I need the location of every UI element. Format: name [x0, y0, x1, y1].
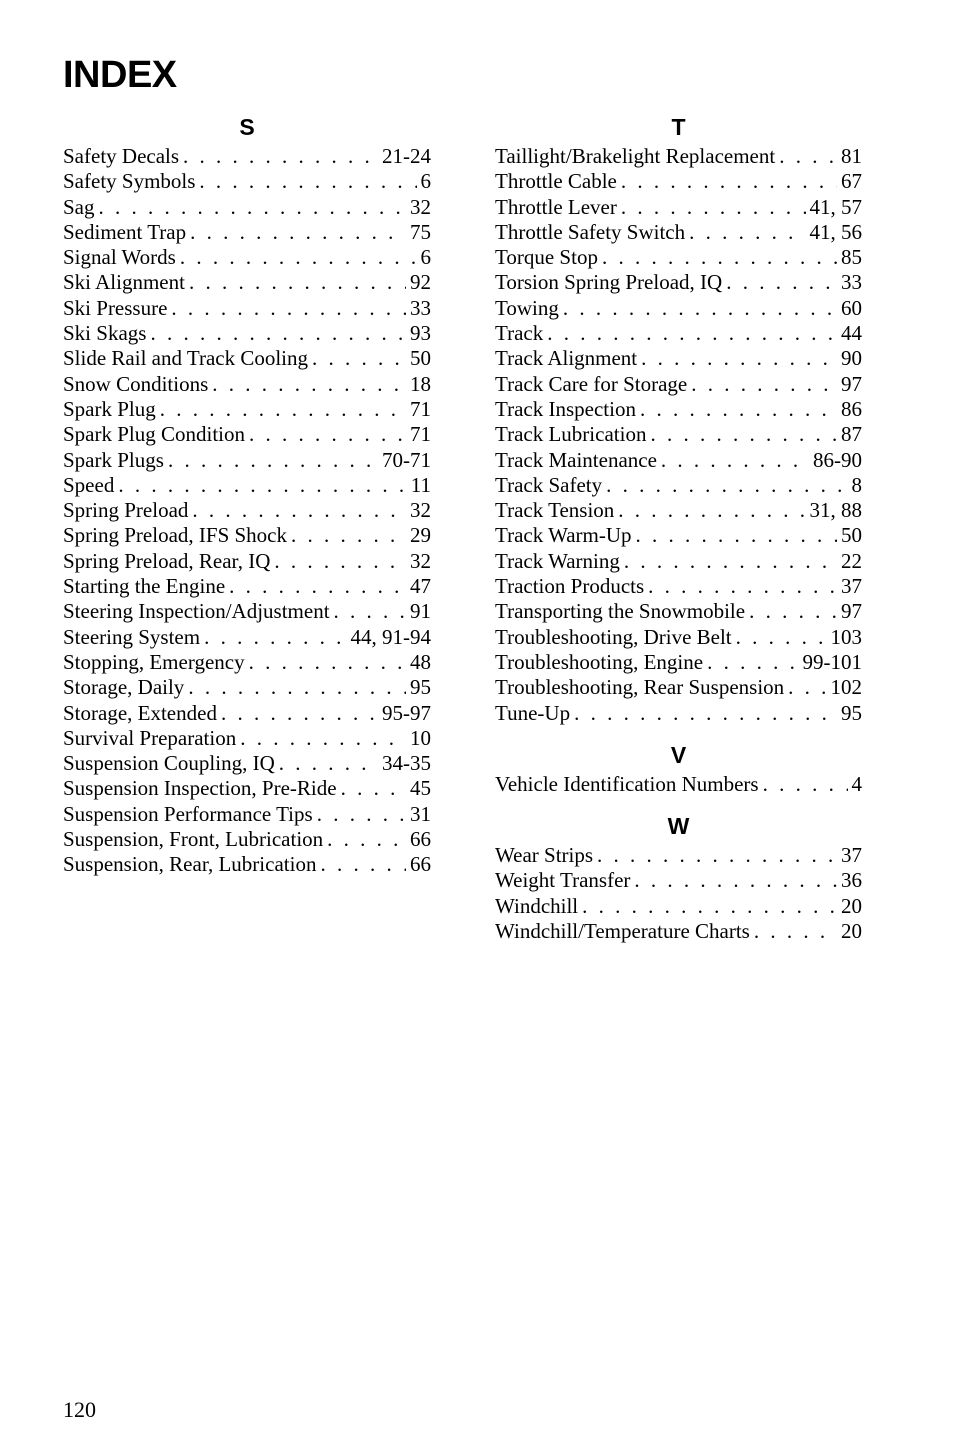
index-entry	[495, 523, 862, 548]
dot-leader	[168, 448, 378, 473]
index-entry	[495, 220, 862, 245]
dot-leader	[317, 802, 406, 827]
dot-leader	[160, 397, 406, 422]
dot-leader	[212, 372, 406, 397]
index-term: Suspension Inspection, Pre-Ride	[63, 776, 337, 801]
dot-leader	[634, 868, 837, 893]
index-term: Wear Strips	[495, 843, 594, 868]
index-page-ref: 102	[830, 675, 862, 700]
index-entry	[495, 675, 862, 700]
index-term: Track Maintenance	[495, 447, 657, 472]
index-term: Ski Alignment	[63, 270, 185, 295]
index-page-ref: 32	[410, 194, 431, 219]
index-entry	[495, 321, 862, 346]
index-term: Tune-Up	[495, 700, 571, 725]
index-term: Spring Preload, IFS Shock	[63, 523, 288, 548]
index-page-ref: 66	[410, 852, 431, 877]
index-page-ref: 10	[410, 725, 431, 750]
index-page-ref: 91	[410, 599, 431, 624]
index-term: Suspension Coupling, IQ	[63, 751, 275, 776]
index-term: Taillight/Brakelight Replacement	[495, 144, 776, 168]
index-term: Suspension, Front, Lubrication	[63, 827, 324, 852]
index-page-ref: 8	[851, 472, 862, 497]
index-term: Transporting the Snowmobile	[495, 599, 746, 624]
index-entry	[63, 726, 431, 751]
index-page-ref: 22	[841, 548, 862, 573]
index-term: Spark Plugs	[63, 447, 164, 472]
index-entry	[495, 868, 862, 893]
index-page-ref: 37	[841, 843, 862, 868]
index-term: Survival Preparation	[63, 725, 237, 750]
index-page-ref: 70-71	[382, 447, 431, 472]
index-page-ref: 41, 57	[809, 194, 862, 219]
index-entry	[495, 549, 862, 574]
index-term: Windchill	[495, 893, 579, 918]
dot-leader	[249, 422, 406, 447]
index-page-ref: 48	[410, 649, 431, 674]
dot-leader	[754, 919, 837, 944]
index-term: Ski Skags	[63, 321, 147, 346]
index-column-right	[495, 110, 862, 944]
index-entry	[63, 270, 431, 295]
index-page-ref: 50	[841, 523, 862, 548]
index-term: Spark Plug	[63, 396, 156, 421]
index-term: Suspension Performance Tips	[63, 801, 313, 826]
dot-leader	[597, 843, 837, 868]
index-entry	[495, 346, 862, 371]
dot-leader	[726, 270, 837, 295]
dot-leader	[621, 195, 806, 220]
index-term: Troubleshooting, Engine	[495, 649, 704, 674]
index-term: Vehicle Identification Numbers	[495, 771, 759, 796]
index-page-ref: 99-101	[802, 649, 862, 674]
index-term: Snow Conditions	[63, 371, 209, 396]
index-term: Torsion Spring Preload, IQ	[495, 270, 723, 295]
index-entry	[63, 372, 431, 397]
index-term: Sediment Trap	[63, 219, 187, 244]
index-entry	[495, 650, 862, 675]
index-entry	[495, 473, 862, 498]
index-entry	[63, 549, 431, 574]
index-page-ref: 34-35	[382, 751, 431, 776]
index-page-ref: 37	[841, 574, 862, 599]
dot-leader	[707, 650, 798, 675]
index-term: Spring Preload	[63, 498, 189, 523]
index-entry	[63, 802, 431, 827]
index-entry	[63, 321, 431, 346]
index-term: Storage, Daily	[63, 675, 185, 700]
dot-leader	[641, 346, 837, 371]
dot-leader	[279, 751, 378, 776]
dot-leader	[312, 346, 406, 371]
index-term: Throttle Safety Switch	[495, 219, 686, 244]
index-entry	[63, 827, 431, 852]
index-term: Slide Rail and Track Cooling	[63, 346, 309, 371]
dot-leader	[199, 169, 416, 194]
index-term: Track Alignment	[495, 346, 638, 371]
dot-leader	[650, 422, 837, 447]
dot-leader	[574, 701, 837, 726]
index-entry	[63, 245, 431, 270]
dot-leader	[189, 270, 406, 295]
index-entry	[495, 448, 862, 473]
index-page-ref: 97	[841, 371, 862, 396]
dot-leader	[640, 397, 837, 422]
index-entry	[495, 270, 862, 295]
index-entry	[63, 599, 431, 624]
index-term: Storage, Extended	[63, 700, 217, 725]
index-page-ref: 41, 56	[809, 219, 862, 244]
index-entry	[63, 169, 431, 194]
index-page-ref: 81	[841, 144, 862, 168]
index-entry	[495, 701, 862, 726]
index-entry	[495, 422, 862, 447]
section-letter-w: W	[667, 813, 690, 840]
page-title: INDEX	[63, 54, 177, 96]
index-page-ref: 90	[841, 346, 862, 371]
index-entry	[63, 675, 431, 700]
index-term: Track Care for Storage	[495, 371, 688, 396]
index-entry	[63, 523, 431, 548]
index-page-ref: 71	[410, 396, 431, 421]
dot-leader	[689, 220, 805, 245]
index-entry	[63, 473, 431, 498]
dot-leader	[188, 675, 406, 700]
index-entry	[63, 422, 431, 447]
index-page-ref: 29	[410, 523, 431, 548]
index-page-ref: 95	[841, 700, 862, 725]
index-entry	[63, 852, 431, 877]
index-page-ref: 6	[420, 169, 431, 194]
section-letter-t: T	[671, 114, 686, 140]
page-number: 120	[63, 1397, 96, 1422]
dot-leader	[779, 144, 837, 169]
dot-leader	[183, 144, 378, 169]
index-page-ref: 20	[841, 893, 862, 918]
index-term: Troubleshooting, Drive Belt	[495, 624, 732, 649]
dot-leader	[229, 574, 406, 599]
index-page-ref: 31, 88	[809, 498, 862, 523]
index-page-ref: 44, 91-94	[350, 624, 431, 649]
index-page-ref: 45	[410, 776, 431, 801]
index-entry	[63, 751, 431, 776]
dot-leader	[240, 726, 406, 751]
index-entry	[495, 372, 862, 397]
dot-leader	[118, 473, 406, 498]
index-term: Safety Symbols	[63, 169, 196, 194]
index-term: Troubleshooting, Rear Suspension	[495, 675, 785, 700]
index-term: Throttle Cable	[495, 169, 617, 194]
index-term: Track Safety	[495, 472, 603, 497]
index-term: Signal Words	[63, 245, 176, 270]
dot-leader	[749, 599, 837, 624]
index-entry-list	[495, 772, 862, 797]
dot-leader	[582, 894, 837, 919]
dot-leader	[648, 574, 837, 599]
dot-leader	[621, 169, 837, 194]
section-letter-s: S	[239, 114, 255, 140]
index-term: Sag	[63, 194, 95, 219]
index-term: Track	[495, 321, 544, 346]
index-page-ref: 85	[841, 245, 862, 270]
index-page-ref: 6	[420, 245, 431, 270]
index-entry	[495, 843, 862, 868]
dot-leader	[204, 625, 346, 650]
index-entry	[63, 296, 431, 321]
dot-leader	[249, 650, 406, 675]
dot-leader	[171, 296, 406, 321]
index-term: Track Lubrication	[495, 422, 647, 447]
index-entry	[495, 919, 862, 944]
index-entry-list	[495, 144, 862, 726]
index-entry	[495, 245, 862, 270]
index-entry	[63, 448, 431, 473]
dot-leader	[291, 523, 406, 548]
index-term: Track Inspection	[495, 396, 636, 421]
index-page-ref: 97	[841, 599, 862, 624]
section-letter-v: V	[670, 741, 687, 768]
index-page-ref: 33	[410, 295, 431, 320]
index-term: Steering Inspection/Adjustment	[63, 599, 330, 624]
index-term: Speed	[63, 472, 115, 497]
index-page-ref: 86	[841, 396, 862, 421]
dot-leader	[320, 852, 406, 877]
index-page-ref: 95	[410, 675, 431, 700]
index-term: Spring Preload, Rear, IQ	[63, 548, 271, 573]
index-page-ref: 36	[841, 868, 862, 893]
index-entry	[63, 498, 431, 523]
index-entry	[63, 397, 431, 422]
index-entry	[495, 772, 862, 797]
dot-leader	[327, 827, 406, 852]
index-entry	[495, 498, 862, 523]
index-page-ref: 18	[410, 371, 431, 396]
dot-leader	[618, 498, 805, 523]
dot-leader	[192, 498, 406, 523]
index-term: Torque Stop	[495, 245, 598, 270]
index-page-ref: 32	[410, 498, 431, 523]
index-entry	[63, 701, 431, 726]
index-entry	[63, 650, 431, 675]
index-page-ref: 71	[410, 422, 431, 447]
index-entry	[63, 220, 431, 245]
index-page-ref: 47	[410, 574, 431, 599]
index-page-ref: 103	[830, 624, 862, 649]
index-term: Spark Plug Condition	[63, 422, 246, 447]
index-page-ref: 93	[410, 321, 431, 346]
index-term: Traction Products	[495, 574, 645, 599]
index-page-ref: 66	[410, 827, 431, 852]
index-entry	[63, 144, 431, 169]
index-entry	[63, 776, 431, 801]
index-page-ref: 75	[410, 219, 431, 244]
index-term: Stopping, Emergency	[63, 649, 245, 674]
index-page-ref: 87	[841, 422, 862, 447]
dot-leader	[624, 549, 837, 574]
index-page-ref: 31	[410, 801, 431, 826]
dot-leader	[547, 321, 837, 346]
index-page-ref: 44	[841, 321, 862, 346]
index-entry	[495, 894, 862, 919]
dot-leader	[763, 772, 848, 797]
index-entry	[495, 144, 862, 169]
index-term: Starting the Engine	[63, 574, 226, 599]
index-entry	[495, 397, 862, 422]
index-term: Safety Decals	[63, 144, 180, 168]
index-page-ref: 4	[851, 771, 862, 796]
dot-leader	[334, 599, 406, 624]
index-entry	[495, 195, 862, 220]
index-page-ref: 86-90	[813, 447, 862, 472]
dot-leader	[788, 675, 826, 700]
index-entry	[63, 625, 431, 650]
index-term: Weight Transfer	[495, 868, 631, 893]
index-page-ref: 92	[410, 270, 431, 295]
index-page-ref: 50	[410, 346, 431, 371]
index-page-ref: 60	[841, 295, 862, 320]
dot-leader	[341, 776, 406, 801]
index-column-left	[63, 110, 431, 878]
index-entry	[63, 195, 431, 220]
index-entry	[495, 625, 862, 650]
index-page-ref: 32	[410, 548, 431, 573]
index-term: Track Warm-Up	[495, 523, 632, 548]
dot-leader	[606, 473, 847, 498]
dot-leader	[150, 321, 406, 346]
index-entry	[495, 169, 862, 194]
dot-leader	[221, 701, 378, 726]
index-entry	[495, 574, 862, 599]
dot-leader	[190, 220, 406, 245]
index-entry	[63, 346, 431, 371]
dot-leader	[274, 549, 406, 574]
dot-leader	[736, 625, 827, 650]
index-page-ref: 95-97	[382, 700, 431, 725]
index-term: Ski Pressure	[63, 295, 168, 320]
index-term: Track Tension	[495, 498, 615, 523]
index-page-ref: 11	[410, 472, 431, 497]
dot-leader	[661, 448, 809, 473]
dot-leader	[563, 296, 837, 321]
index-term: Towing	[495, 295, 559, 320]
index-page-ref: 20	[841, 919, 862, 944]
index-entry	[495, 296, 862, 321]
dot-leader	[691, 372, 837, 397]
index-entry	[495, 599, 862, 624]
index-page-ref: 21-24	[382, 144, 431, 168]
index-term: Steering System	[63, 624, 201, 649]
dot-leader	[636, 523, 837, 548]
dot-leader	[602, 245, 837, 270]
index-term: Windchill/Temperature Charts	[495, 919, 750, 944]
index-page-ref: 67	[841, 169, 862, 194]
dot-leader	[99, 195, 407, 220]
index-page-ref: 33	[841, 270, 862, 295]
dot-leader	[180, 245, 417, 270]
index-entry-list	[63, 144, 431, 878]
index-entry	[63, 574, 431, 599]
index-term: Track Warning	[495, 548, 620, 573]
index-term: Throttle Lever	[495, 194, 617, 219]
index-entry-list	[495, 843, 862, 944]
index-term: Suspension, Rear, Lubrication	[63, 852, 317, 877]
